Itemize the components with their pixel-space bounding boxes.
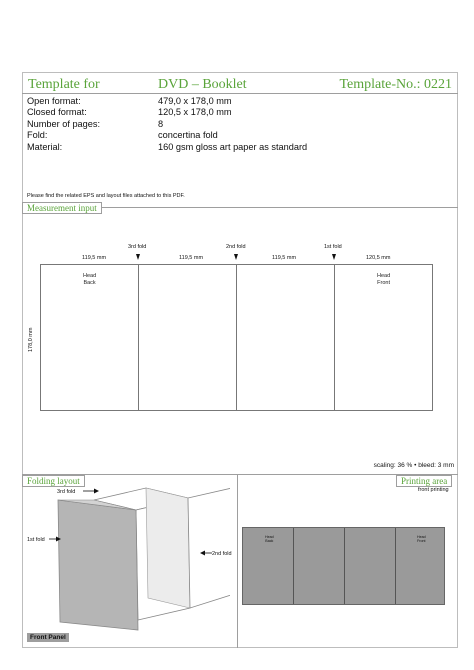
header-row [22, 72, 458, 94]
head-back-label: Head Back [265, 535, 274, 544]
spec-label: Number of pages: [27, 118, 101, 129]
panel-height-label: 178,0 mm [28, 327, 34, 352]
spec-value: concertina fold [158, 130, 218, 141]
fold-line [138, 265, 139, 410]
front-panel-label: Front Panel [27, 633, 69, 642]
fold-label-1st: 1st fold [27, 537, 45, 543]
head-back-label: Head Back [83, 273, 97, 286]
spec-row [27, 119, 307, 130]
template-for-label: Template for [28, 77, 100, 92]
template-number: Template-No.: 0221 [339, 77, 452, 92]
spec-label: Material: [27, 141, 63, 152]
printing-section-title: Printing area [396, 475, 452, 487]
fold-label-2nd: 2nd fold [212, 551, 232, 557]
spec-row [27, 142, 307, 153]
fold-arrow-icon [234, 254, 238, 260]
spec-row [27, 130, 307, 141]
fold-line [344, 528, 345, 604]
head-front-label: Head Front [377, 273, 391, 286]
spec-label: Closed format: [27, 107, 87, 118]
arrow-right-icon [83, 488, 99, 494]
fold-arrow-icon [332, 254, 336, 260]
fold-line [395, 528, 396, 604]
spec-value: 120,5 x 178,0 mm [158, 107, 232, 118]
section-divider [22, 474, 458, 475]
panel-width-label: 120,5 mm [366, 255, 391, 261]
fold-line [334, 265, 335, 410]
fold-label-2nd: 2nd fold [226, 244, 246, 250]
spec-value: 160 gsm gloss art paper as standard [158, 141, 308, 152]
spec-table [27, 96, 307, 153]
spec-label: Fold: [27, 130, 48, 141]
scaling-info: scaling: 36 % • bleed: 3 mm [373, 462, 454, 469]
spec-label: Open format: [27, 96, 81, 106]
spec-row [27, 107, 307, 118]
attachment-note: Please find the related EPS and layout files attached to this PDF. [27, 193, 185, 199]
spec-value: 479,0 x 178,0 mm [158, 96, 232, 106]
product-title: DVD – Booklet [158, 77, 247, 92]
section-divider-vertical [237, 474, 238, 648]
panel-width-label: 119,5 mm [272, 255, 297, 261]
fold-arrow-icon [136, 254, 140, 260]
fold-line [293, 528, 294, 604]
panel-width-label: 119,5 mm [82, 255, 107, 261]
spec-row [27, 96, 307, 107]
fold-line [236, 265, 237, 410]
fold-label-1st: 1st fold [324, 244, 342, 250]
concertina-fold-illustration [50, 480, 230, 640]
printing-area-strip [242, 527, 445, 605]
arrow-right-icon [49, 536, 61, 542]
open-format-strip [40, 264, 433, 411]
fold-label-3rd: 3rd fold [128, 244, 147, 250]
printing-subtitle: front printing [418, 487, 449, 493]
panel-width-label: 119,5 mm [179, 255, 204, 261]
head-front-label: Head Front [417, 535, 426, 544]
spec-value: 8 [158, 118, 164, 129]
folding-section-title: Folding layout [22, 475, 85, 487]
arrow-left-icon [200, 550, 212, 556]
fold-label-3rd: 3rd fold [57, 489, 76, 495]
measurement-section-title: Measurement input [22, 202, 102, 214]
